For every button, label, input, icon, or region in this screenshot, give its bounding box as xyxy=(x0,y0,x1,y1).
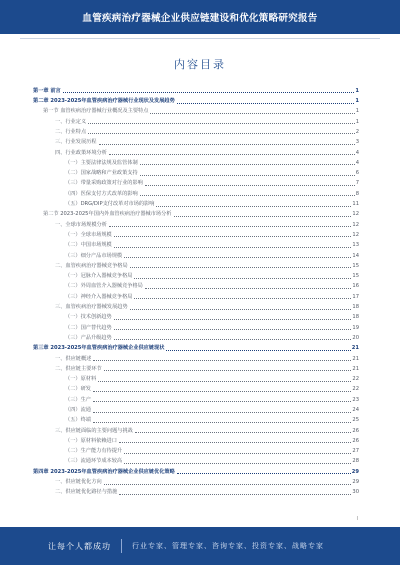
toc-leader-dots xyxy=(114,247,352,248)
toc-entry[interactable] xyxy=(33,321,359,331)
report-title: 血管疾病治疗器械企业供应链建设和优化策略研究报告 xyxy=(82,13,318,24)
toc-entry-page: 1 xyxy=(355,118,359,125)
toc-leader-dots xyxy=(88,123,355,124)
toc-entry-text: （三）产品升级趋势 xyxy=(65,334,112,341)
toc-entry-page: 4 xyxy=(355,149,359,156)
toc-entry-page: 12 xyxy=(352,221,359,228)
toc-leader-dots xyxy=(134,278,351,279)
toc-entry-text: 第二章 2023-2025年血管疾病治疗器械行业现状及发展趋势 xyxy=(33,98,175,105)
toc-entry-text: 三、供应链面临的主要问题与挑战 xyxy=(55,427,133,434)
toc-leader-dots xyxy=(104,370,352,371)
toc-entry-page: 1 xyxy=(355,98,359,105)
toc-leader-dots xyxy=(134,298,351,299)
toc-entry-page: 21 xyxy=(352,355,359,362)
toc-entry-text: 一、全球市场规模分析 xyxy=(55,221,107,228)
toc-entry-text: （四）医保支付方式改革的影响 xyxy=(65,190,138,197)
toc-entry[interactable] xyxy=(33,177,359,187)
toc-entry-text: 第一节 血管疾病治疗器械行业概况及主要特点 xyxy=(43,108,149,115)
toc-leader-dots xyxy=(130,309,352,310)
toc-entry-page: 23 xyxy=(352,396,359,403)
toc-leader-dots xyxy=(109,154,355,155)
toc-entry-page: 18 xyxy=(352,304,359,311)
toc-entry[interactable] xyxy=(33,331,359,341)
toc-leader-dots xyxy=(156,206,351,207)
toc-entry-page: 8 xyxy=(355,190,359,197)
toc-entry-page: 1 xyxy=(355,87,359,94)
toc-entry[interactable] xyxy=(33,434,359,444)
toc-entry-page: 24 xyxy=(352,407,359,413)
toc-leader-dots xyxy=(124,463,351,464)
toc-entry-text: 三、行业发展历程 xyxy=(55,139,97,146)
toc-entry-page: 11 xyxy=(352,201,359,208)
toc-chapter-entry[interactable] xyxy=(33,94,359,104)
toc-entry[interactable] xyxy=(33,208,359,218)
toc-leader-dots xyxy=(174,216,352,217)
toc-entry[interactable] xyxy=(33,372,359,382)
toc-entry-page: 13 xyxy=(352,242,359,249)
toc-entry[interactable] xyxy=(33,486,359,496)
toc-entry-text: （二）国产替代趋势 xyxy=(65,324,112,331)
toc-entry[interactable] xyxy=(33,259,359,269)
toc-entry-page: 20 xyxy=(352,334,359,341)
toc-heading: 内容目录 xyxy=(174,58,226,71)
footer-slogan: 让每个人都成功 xyxy=(48,541,111,551)
toc-entry-page: 2 xyxy=(355,128,359,135)
toc-entry-page: 3 xyxy=(355,139,359,146)
toc-entry-text: （一）技术创新趋势 xyxy=(65,314,112,321)
toc-entry[interactable] xyxy=(33,424,359,434)
toc-entry[interactable] xyxy=(33,280,359,290)
toc-leader-dots xyxy=(114,339,352,340)
toc-entry-page: 26 xyxy=(352,427,359,434)
toc-entry[interactable] xyxy=(33,455,359,465)
toc-entry-page: 29 xyxy=(351,468,359,475)
toc-entry-text: （一）原材料 xyxy=(65,376,97,383)
toc-entry-page: 18 xyxy=(352,314,359,321)
toc-leader-dots xyxy=(145,185,355,186)
toc-leader-dots xyxy=(93,360,351,361)
toc-entry[interactable] xyxy=(33,249,359,259)
toc-entry-text: （二）中国市场规模 xyxy=(65,242,112,249)
toc-leader-dots xyxy=(93,391,351,392)
toc-entry[interactable] xyxy=(33,414,359,424)
toc-entry-text: 一、供应链优化方向 xyxy=(55,479,102,486)
toc-entry[interactable] xyxy=(33,105,359,115)
toc-entry-page: 28 xyxy=(352,458,359,465)
toc-entry-page: 25 xyxy=(352,417,359,424)
toc-entry-text: （一）原材料依赖进口 xyxy=(65,437,117,444)
toc-entry[interactable] xyxy=(33,115,359,125)
toc-entry[interactable] xyxy=(33,444,359,454)
toc-entry[interactable] xyxy=(33,269,359,279)
toc-leader-dots xyxy=(93,401,351,402)
toc-leader-dots xyxy=(130,267,352,268)
toc-chapter-entry[interactable] xyxy=(33,84,359,94)
toc-entry-text: （四）流通 xyxy=(65,407,91,413)
toc-leader-dots xyxy=(140,195,355,196)
toc-entry-page: 30 xyxy=(352,489,359,496)
toc-entry-text: 三、血管疾病治疗器械发展趋势 xyxy=(55,304,128,311)
toc-entry-page: 12 xyxy=(352,211,359,218)
toc-entry-text: 二、行业特点 xyxy=(55,128,87,135)
toc-entry-text: （五）DRG/DIP支付改革对市场的影响 xyxy=(65,201,155,208)
toc-leader-dots xyxy=(98,381,351,382)
toc-entry-page: 14 xyxy=(352,252,359,259)
toc-leader-dots xyxy=(140,164,355,165)
toc-leader-dots xyxy=(104,484,352,485)
toc-entry-text: 一、行业定义 xyxy=(55,118,87,125)
toc-entry-text: （三）流通环节成本较高 xyxy=(65,458,123,465)
report-header xyxy=(0,0,400,34)
toc-entry[interactable] xyxy=(33,146,359,156)
toc-leader-dots xyxy=(93,412,351,413)
toc-entry-text: （二）国家战略和产业政策支持 xyxy=(65,170,138,177)
toc-leader-dots xyxy=(99,144,355,145)
toc-entry-page: 15 xyxy=(352,262,359,269)
toc-entry[interactable] xyxy=(33,352,359,362)
toc-entry-page: 16 xyxy=(352,283,359,290)
footer-divider xyxy=(121,539,122,553)
toc-entry-page: 1 xyxy=(355,108,359,115)
report-footer xyxy=(0,527,400,565)
toc-entry-text: 二、血管疾病治疗器械竞争格局 xyxy=(55,262,128,269)
toc-entry[interactable] xyxy=(33,300,359,310)
toc-leader-dots xyxy=(177,103,355,104)
toc-entry-page: 22 xyxy=(352,376,359,383)
toc-leader-dots xyxy=(177,473,351,474)
toc-entry-text: （一）冠脉介入器械竞争格局 xyxy=(65,273,133,280)
toc-leader-dots xyxy=(119,442,352,443)
toc-entry-text: 二、供应链主要环节 xyxy=(55,365,102,372)
toc-entry-page: 7 xyxy=(355,180,359,187)
toc-entry[interactable] xyxy=(33,228,359,238)
toc-leader-dots xyxy=(124,257,351,258)
toc-leader-dots xyxy=(114,319,352,320)
toc-entry-text: （一）主要法律法规及监管体制 xyxy=(65,159,138,166)
toc-entry-text: （三）细分产品市场规模 xyxy=(65,252,123,259)
toc-entry[interactable] xyxy=(33,383,359,393)
toc-entry[interactable] xyxy=(33,403,359,413)
toc-leader-dots xyxy=(114,329,352,330)
toc-entry[interactable] xyxy=(33,166,359,176)
toc-entry-page: 12 xyxy=(352,231,359,238)
toc-entry-text: 第四章 2023-2025年血管疾病治疗器械企业供应链优化策略 xyxy=(33,468,175,475)
toc-leader-dots xyxy=(109,226,352,227)
toc-entry[interactable] xyxy=(33,218,359,228)
toc-entry-text: 四、行业政策环境分析 xyxy=(55,149,107,156)
toc-entry[interactable] xyxy=(33,475,359,485)
toc-entry[interactable] xyxy=(33,156,359,166)
toc-leader-dots xyxy=(145,288,352,289)
toc-entry-page: 19 xyxy=(352,324,359,331)
toc-entry-text: （一）全球市场规模 xyxy=(65,231,112,238)
toc-entry-page: 26 xyxy=(352,437,359,444)
toc-leader-dots xyxy=(150,113,354,114)
toc-entry[interactable] xyxy=(33,362,359,372)
toc-leader-dots xyxy=(88,133,355,134)
toc-entry-page: 22 xyxy=(352,386,359,393)
toc-leader-dots xyxy=(135,432,352,433)
toc-entry[interactable] xyxy=(33,135,359,145)
header-divider xyxy=(20,38,380,39)
toc-entry[interactable] xyxy=(33,197,359,207)
toc-entry-text: （二）生产能力有待提升 xyxy=(65,448,123,455)
toc-entry[interactable] xyxy=(33,187,359,197)
toc-entry[interactable] xyxy=(33,238,359,248)
toc-entry-page: 6 xyxy=(355,170,359,177)
toc-leader-dots xyxy=(93,422,351,423)
toc-entry-page: 4 xyxy=(355,159,359,166)
toc-entry-text: 第二节 2023-2025年国内外血管疾病治疗器械市场分析 xyxy=(43,211,172,218)
toc-entry-text: （三）带量采购政策对行业的影响 xyxy=(65,180,143,187)
toc-entry-page: 21 xyxy=(352,365,359,372)
toc-entry-text: 一、供应链概述 xyxy=(55,355,92,362)
toc-entry-text: （五）终端 xyxy=(65,417,91,424)
toc-entry-page: 15 xyxy=(352,273,359,280)
toc-entry[interactable] xyxy=(33,311,359,321)
table-of-contents xyxy=(33,84,359,496)
toc-entry[interactable] xyxy=(33,393,359,403)
toc-entry-text: （三）神经介入器械竞争格局 xyxy=(65,293,133,300)
footer-tagline: 行业专家、管理专家、咨询专家、投资专家、战略专家 xyxy=(132,542,324,550)
toc-leader-dots xyxy=(124,453,351,454)
toc-entry[interactable] xyxy=(33,290,359,300)
toc-entry[interactable] xyxy=(33,125,359,135)
toc-leader-dots xyxy=(114,236,352,237)
toc-entry-page: 17 xyxy=(352,293,359,300)
toc-entry-text: 第三章 2023-2025年血管疾病治疗器械企业供应链现状 xyxy=(33,345,165,352)
toc-entry-text: （二）外周血管介入器械竞争格局 xyxy=(65,283,143,290)
toc-entry-text: （二）研发 xyxy=(65,386,91,393)
toc-chapter-entry[interactable] xyxy=(33,341,359,351)
toc-leader-dots xyxy=(166,350,350,351)
toc-chapter-entry[interactable] xyxy=(33,465,359,475)
toc-entry-text: （三）生产 xyxy=(65,396,91,403)
toc-leader-dots xyxy=(140,175,355,176)
toc-leader-dots xyxy=(63,92,355,93)
toc-leader-dots xyxy=(119,494,351,495)
toc-entry-text: 第一章 前言 xyxy=(33,87,61,94)
page-number: I xyxy=(356,516,358,522)
toc-entry-page: 21 xyxy=(351,345,359,352)
toc-entry-page: 29 xyxy=(352,479,359,486)
toc-entry-page: 27 xyxy=(352,448,359,455)
toc-entry-text: 二、供应链优化路径与措施 xyxy=(55,489,118,496)
